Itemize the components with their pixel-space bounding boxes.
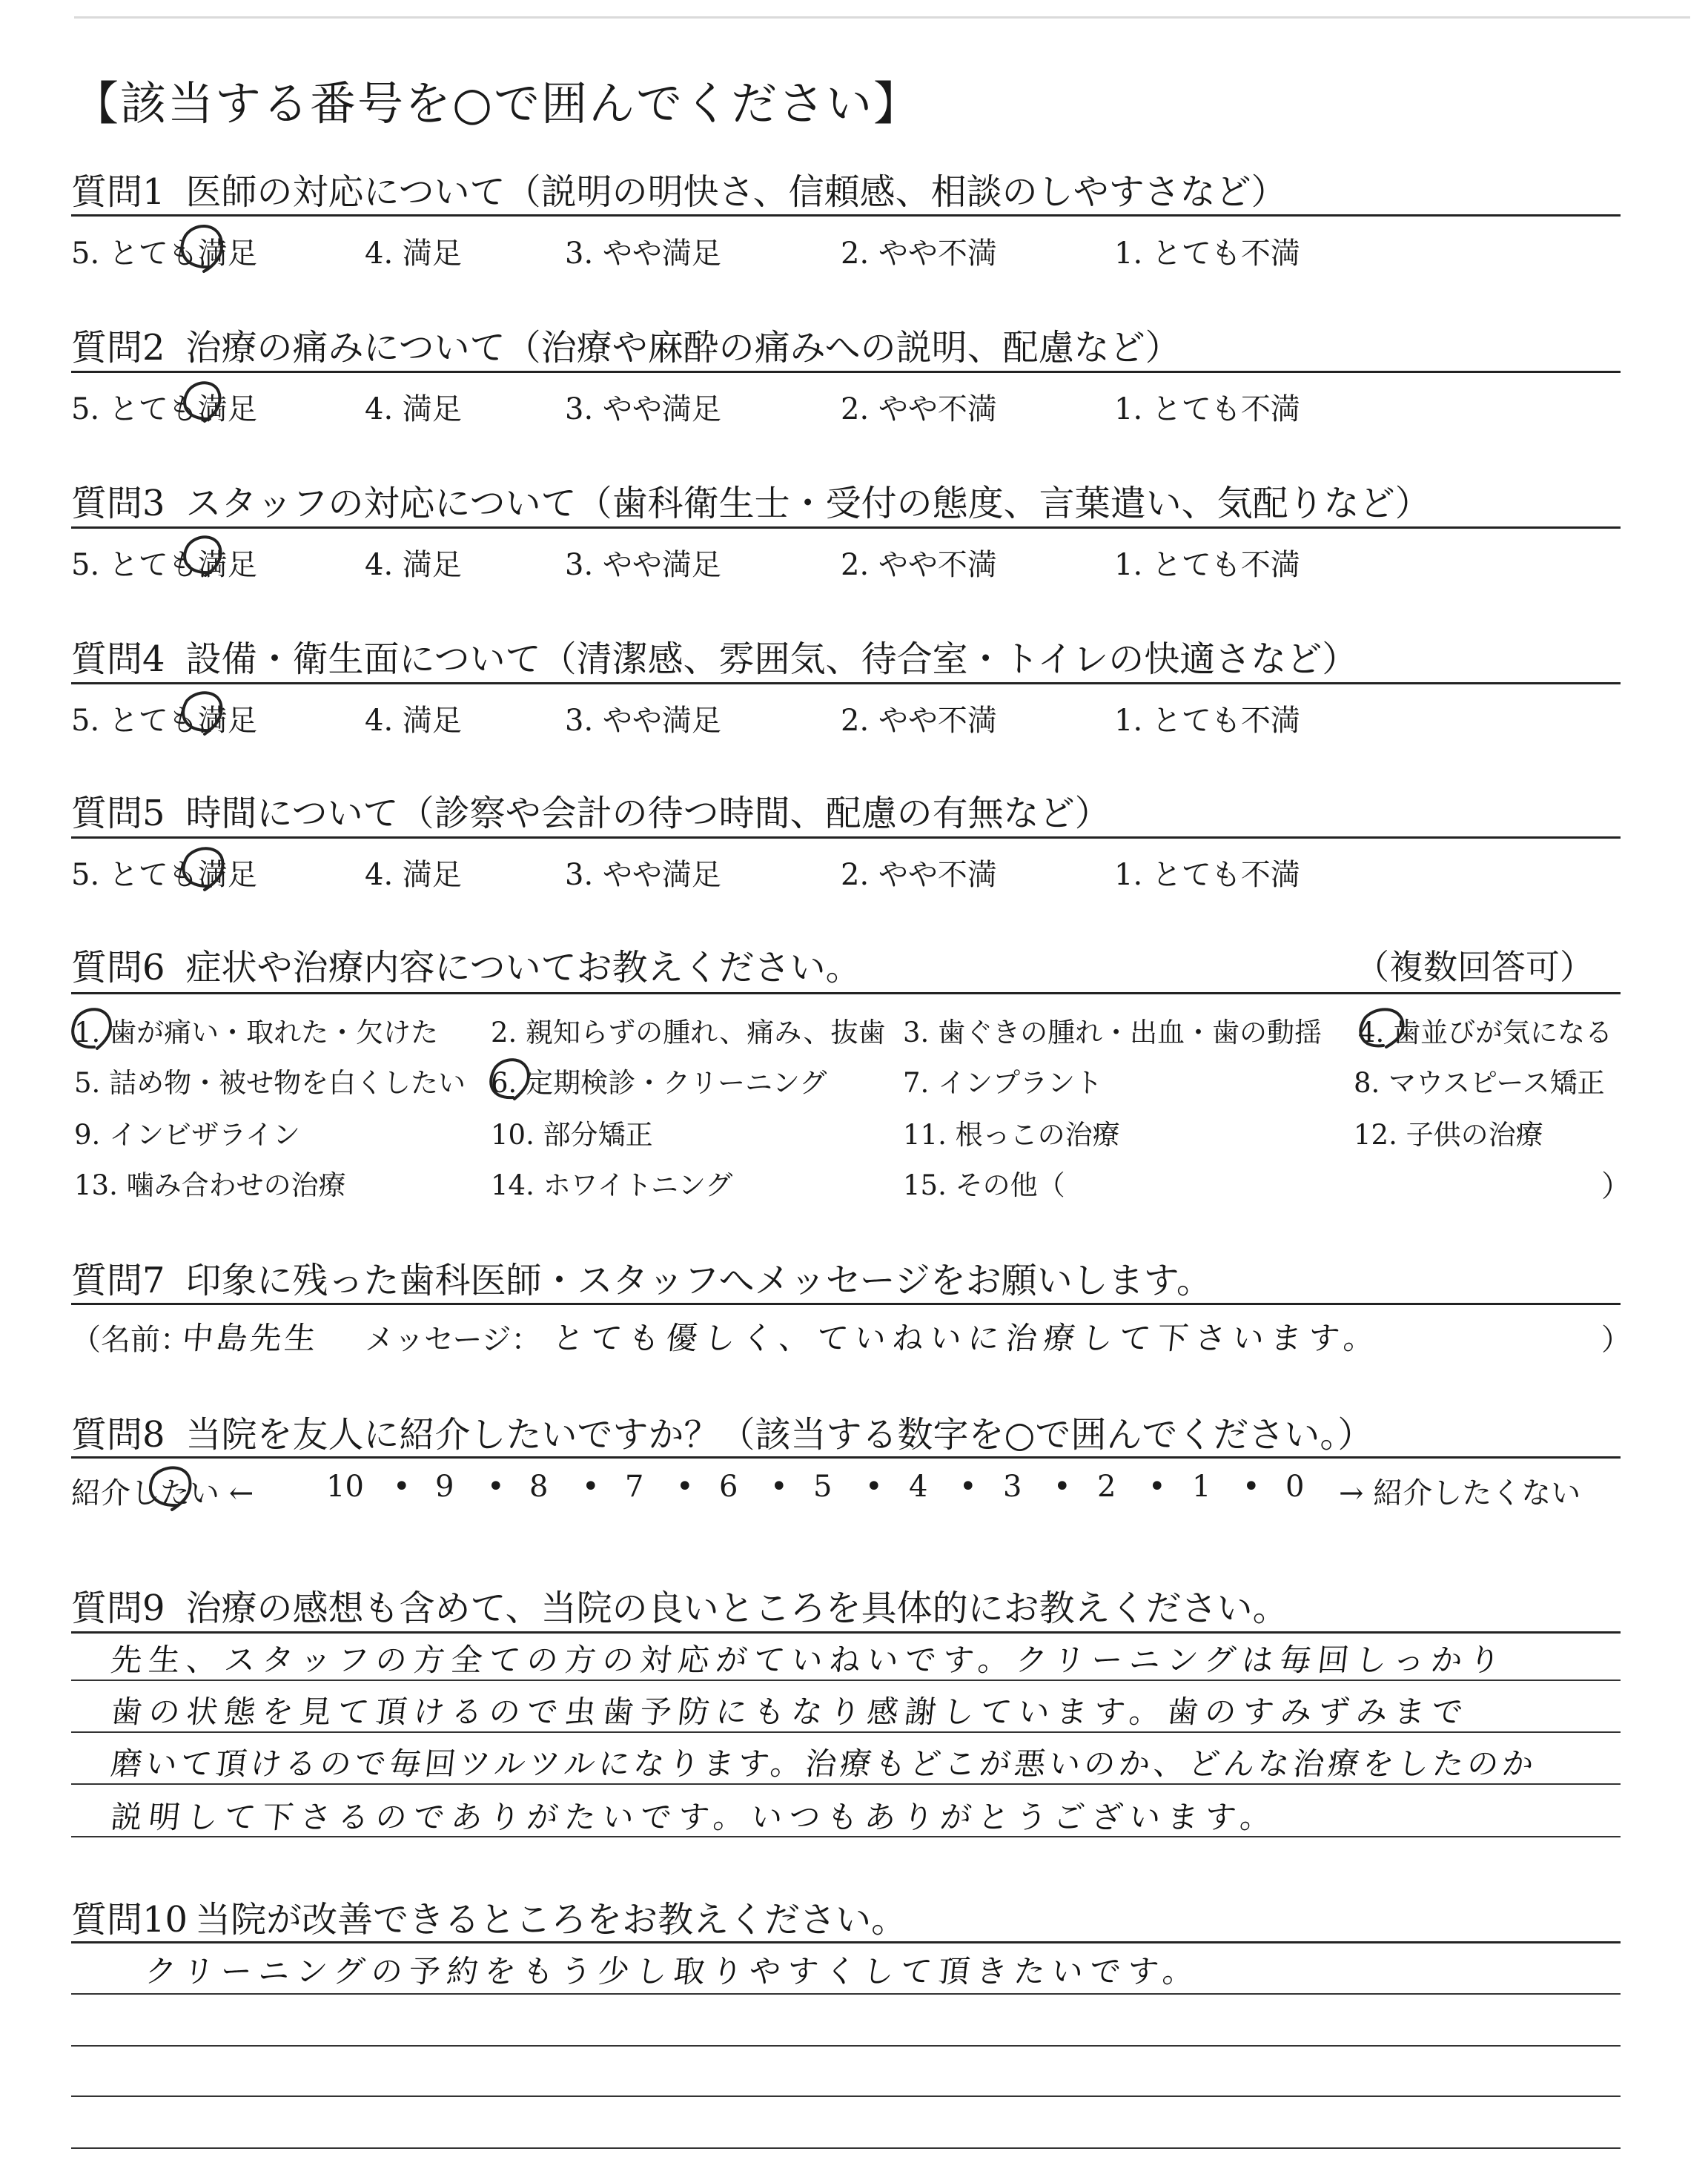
q5-option-2[interactable]: 2. やや不満 [841,858,997,892]
q3-option-4[interactable]: 4. 満足 [365,548,462,582]
scale-dot: • [676,1470,694,1504]
q2-option-4[interactable]: 4. 満足 [365,392,462,426]
scale-dot: • [582,1470,600,1504]
q2-option-1[interactable]: 1. とても不満 [1114,392,1300,426]
q6-option-3[interactable]: 3. 歯ぐきの腫れ・出血・歯の動揺 [903,1017,1323,1048]
question-text: 治療の痛みについて（治療や麻酔の痛みへの説明、配慮など） [185,327,1181,369]
q5-option-1[interactable]: 1. とても不満 [1114,858,1300,892]
scale-dot: • [1242,1470,1260,1504]
answer-line [71,2147,1621,2149]
q9-answer-line-2[interactable]: 歯の状態を見て頂けるので虫歯予防にもなり感謝しています。歯のすみずみまで [109,1694,1472,1730]
question-8 [71,1406,1373,1457]
q1-option-3[interactable]: 3. やや満足 [565,237,721,271]
q6-option-12[interactable]: 12. 子供の治療 [1354,1119,1543,1151]
q3-option-3[interactable]: 3. やや満足 [565,548,721,582]
q8-score-0[interactable]: 0 [1285,1470,1305,1504]
question-number: 質問3 [71,483,165,524]
q4-option-5[interactable]: 5. とても満足 [71,704,257,738]
question-2 [71,319,1181,370]
question-rule [71,682,1621,684]
scale-dot: • [393,1470,411,1504]
question-text: 医師の対応について（説明の明快さ、信頼感、相談のしやすさなど） [185,171,1287,213]
question-rule [71,1303,1621,1305]
q8-score-2[interactable]: 2 [1097,1470,1116,1504]
q3-option-2[interactable]: 2. やや不満 [841,548,997,582]
q6-option-1[interactable]: 1. 歯が痛い・取れた・欠けた [74,1017,439,1048]
question-9 [71,1579,1288,1631]
q6-option-2[interactable]: 2. 親知らずの腫れ、痛み、抜歯 [491,1017,886,1048]
answer-line [71,2095,1621,2097]
scale-dot: • [865,1470,883,1504]
q8-score-3[interactable]: 3 [1003,1470,1022,1504]
question-rule [71,1941,1621,1943]
scale-dot: • [1148,1470,1166,1504]
q7-name-value[interactable]: 中島先生 [180,1320,321,1356]
question-10 [71,1891,907,1942]
q6-option-7[interactable]: 7. インプラント [903,1067,1103,1099]
q1-option-4[interactable]: 4. 満足 [365,237,462,271]
q7-message-value[interactable]: とても優しく、ていねいに治療して下さいます。 [551,1320,1384,1356]
q2-option-2[interactable]: 2. やや不満 [841,392,997,426]
question-rule [71,992,1621,994]
q7-name-label: （名前： [71,1323,190,1357]
q6-option-15[interactable]: 15. その他（ [903,1169,1065,1201]
question-text: 当院を友人に紹介したいですか？（該当する数字を○で囲んでください。） [185,1414,1374,1456]
answer-line [71,2045,1621,2047]
question-rule [71,214,1621,217]
question-rule [71,1456,1621,1459]
question-number: 質問1 [71,171,165,213]
q8-score-8[interactable]: 8 [529,1470,549,1504]
question-text: スタッフの対応について（歯科衛生士・受付の態度、言葉遣い、気配りなど） [185,483,1431,524]
q10-answer-line-1[interactable]: クリーニングの予約をもう少し取りやすくして頂きたいです。 [143,1953,1203,1989]
q8-score-5[interactable]: 5 [813,1470,833,1504]
q6-option-6[interactable]: 6. 定期検診・クリーニング [491,1067,827,1099]
question-text: 症状や治療内容についてお教えください。 [185,947,861,988]
question-7 [71,1252,1212,1303]
question-text: 当院が改善できるところをお教えください。 [195,1899,907,1941]
question-number: 質問6 [71,947,165,988]
scale-dot: • [959,1470,977,1504]
q4-option-3[interactable]: 3. やや満足 [565,704,721,738]
question-rule [71,371,1621,373]
q9-answer-line-1[interactable]: 先生、スタッフの方全ての方の対応がていねいです。クリーニングは毎回しっかり [109,1642,1509,1678]
q6-option-9[interactable]: 9. インビザライン [74,1119,300,1151]
q4-option-1[interactable]: 1. とても不満 [1114,704,1300,738]
q8-right-label[interactable]: → 紹介したくない [1339,1476,1581,1510]
q5-option-4[interactable]: 4. 満足 [365,858,462,892]
q6-option-8[interactable]: 8. マウスピース矯正 [1354,1067,1605,1099]
q2-option-5[interactable]: 5. とても満足 [71,392,257,426]
question-number: 質問10 [71,1899,188,1941]
q8-score-1[interactable]: 1 [1192,1470,1211,1504]
q3-option-1[interactable]: 1. とても不満 [1114,548,1300,582]
question-number: 質問4 [71,638,165,680]
q6-option-5[interactable]: 5. 詰め物・被せ物を白くしたい [74,1067,466,1099]
scale-dot: • [1053,1470,1071,1504]
q6-option-13[interactable]: 13. 噛み合わせの治療 [74,1169,346,1201]
question-4 [71,630,1357,681]
question-6 [71,939,861,990]
q1-option-5[interactable]: 5. とても満足 [71,237,257,271]
question-rule [71,836,1621,839]
question-5 [71,785,1110,836]
question-rule [71,526,1621,529]
multiple-answer-note: （複数回答可） [1355,947,1594,987]
question-number: 質問5 [71,793,165,834]
q3-option-5[interactable]: 5. とても満足 [71,548,257,582]
q6-option-4[interactable]: 4. 歯並びが気になる [1358,1017,1613,1048]
q9-answer-line-4[interactable]: 説明して下さるのでありがたいです。いつもありがとうございます。 [109,1799,1280,1835]
question-number: 質問9 [71,1588,165,1629]
q9-answer-line-3[interactable]: 磨いて頂けるので毎回ツルツルになります。治療もどこが悪いのか、どんな治療をしたのか [109,1745,1539,1782]
q1-option-1[interactable]: 1. とても不満 [1114,237,1300,271]
question-text: 設備・衛生面について（清潔感、雰囲気、待合室・トイレの快適さなど） [185,638,1358,680]
q8-left-label[interactable]: 紹介したい ← [71,1476,254,1510]
scale-dot: • [487,1470,505,1504]
question-number: 質問8 [71,1414,165,1456]
q6-option-10[interactable]: 10. 部分矯正 [491,1119,653,1151]
q5-option-3[interactable]: 3. やや満足 [565,858,721,892]
top-rule [74,16,1690,19]
q8-score-6[interactable]: 6 [719,1470,738,1504]
question-3 [71,475,1431,526]
answer-line [71,1993,1621,1995]
question-text: 時間について（診察や会計の待つ時間、配慮の有無など） [185,793,1110,834]
q8-score-9[interactable]: 9 [435,1470,454,1504]
q2-option-3[interactable]: 3. やや満足 [565,392,721,426]
question-text: 印象に残った歯科医師・スタッフへメッセージをお願いします。 [185,1260,1212,1301]
q8-score-10[interactable]: 10 [326,1470,364,1504]
q5-option-5[interactable]: 5. とても満足 [71,858,257,892]
question-1 [71,163,1287,214]
question-number: 質問7 [71,1260,165,1301]
q4-option-4[interactable]: 4. 満足 [365,704,462,738]
question-number: 質問2 [71,327,165,369]
question-rule [71,1631,1621,1634]
q6-option-14[interactable]: 14. ホワイトニング [491,1169,733,1201]
q4-option-2[interactable]: 2. やや不満 [841,704,997,738]
page-title: 【該当する番号を○で囲んでください】 [73,76,921,131]
question-text: 治療の感想も含めて、当院の良いところを具体的にお教えください。 [185,1588,1288,1629]
scale-dot: • [770,1470,788,1504]
q8-score-4[interactable]: 4 [909,1470,928,1504]
q6-option-11[interactable]: 11. 根っこの治療 [903,1119,1120,1151]
q6-other-close-paren: ） [1601,1169,1631,1203]
q7-close-paren: ） [1601,1323,1631,1357]
q8-score-7[interactable]: 7 [625,1470,644,1504]
q7-message-label: メッセージ： [365,1323,541,1357]
q1-option-2[interactable]: 2. やや不満 [841,237,997,271]
